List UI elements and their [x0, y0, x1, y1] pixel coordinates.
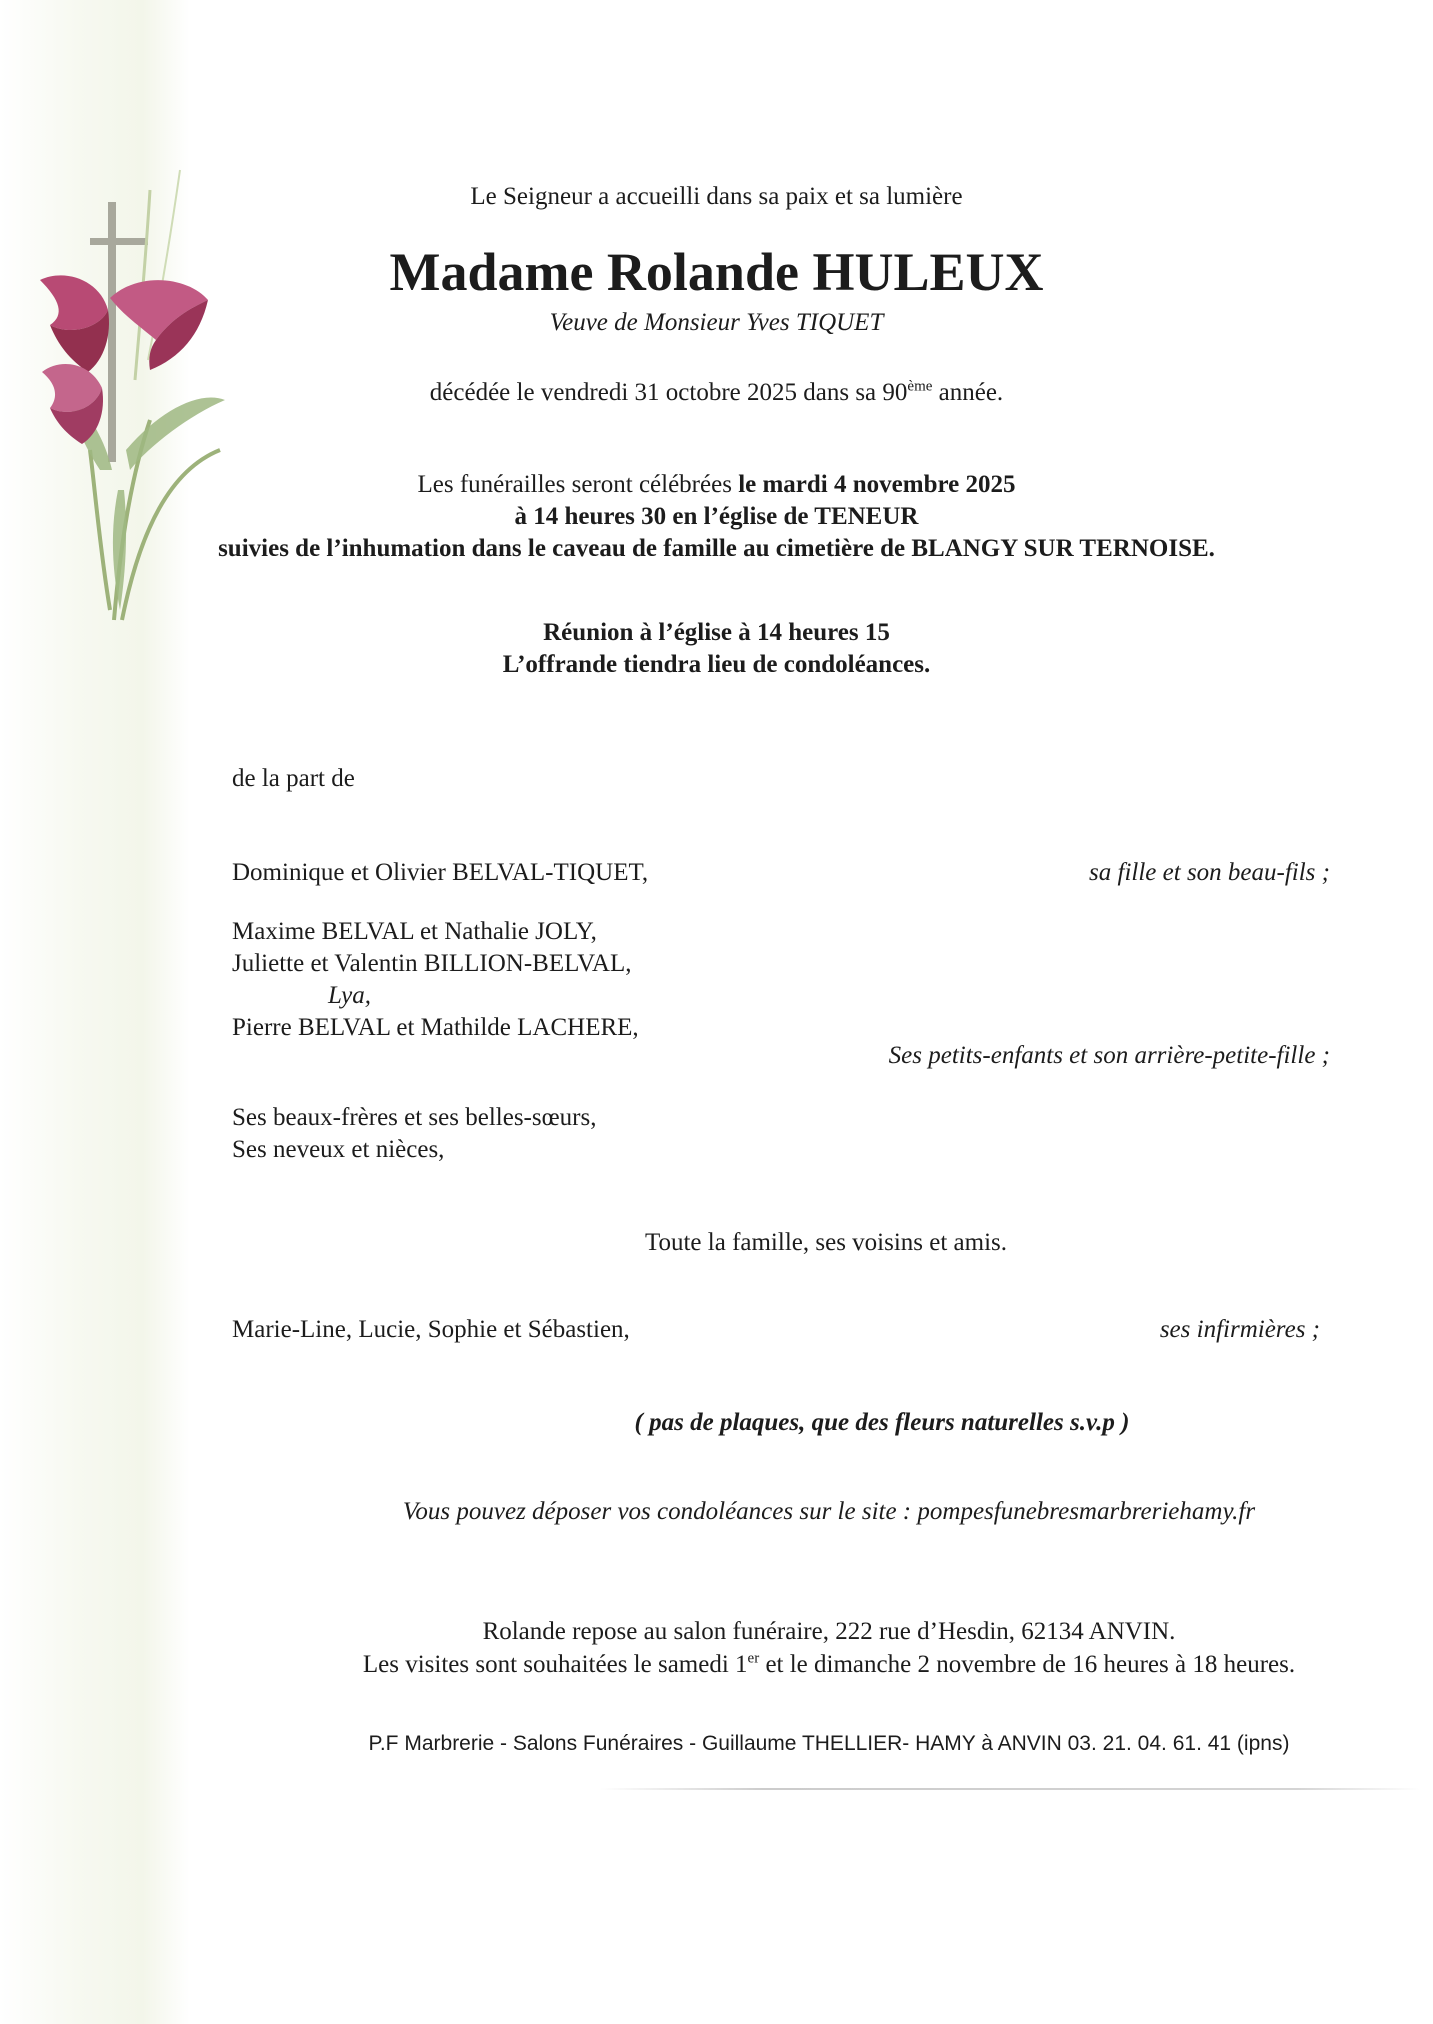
death-line-superscript: ème [907, 378, 933, 395]
visit-line-2-end: et le dimanche 2 novembre de 16 heures à 18 heures. [759, 1651, 1296, 1678]
funeral-intro: Les funérailles seront célébrées [417, 471, 739, 498]
death-line-end: année. [932, 379, 1004, 406]
condolences-note: Vous pouvez déposer vos condoléances sur le site : pompesfunebresmarbreriehamy.fr [402, 1498, 1256, 1525]
footer-divider [600, 1788, 1420, 1790]
visit-line-2 [0, 1650, 1433, 1680]
funeral-line-3: suivies de l’inhumation dans le caveau de famille au cimetière de BLANGY SUR TERNOISE. [218, 535, 1215, 562]
funeral-home-footer: P.F Marbrerie - Salons Funéraires - Guillaume THELLIER- HAMY à ANVIN 03. 21. 04. 61. 41 (ipns) [368, 1732, 1290, 1755]
deceased-name: Madame Rolande HULEUX [389, 242, 1044, 302]
funeral-line-1 [0, 470, 1433, 500]
flowers-note: ( pas de plaques, que des fleurs naturelles s.v.p ) [634, 1409, 1130, 1436]
grandchild-line-3: Pierre BELVAL et Mathilde LACHERE, [232, 1014, 639, 1041]
in-laws-line: Ses beaux-frères et ses belles-sœurs, [232, 1104, 597, 1131]
funeral-date: le mardi 4 novembre 2025 [738, 471, 1016, 498]
visit-line-1: Rolande repose au salon funéraire, 222 rue d’Hesdin, 62134 ANVIN. [482, 1618, 1176, 1645]
widow-of-line: Veuve de Monsieur Yves TIQUET [549, 309, 884, 336]
gathering-line-1: Réunion à l’église à 14 heures 15 [543, 619, 890, 646]
gathering-line-2: L’offrande tiendra lieu de condoléances. [502, 651, 931, 678]
from-label: de la part de [232, 765, 355, 792]
nurses-relation: ses infirmières ; [1159, 1316, 1320, 1343]
death-line [0, 378, 1433, 408]
nurses-line: Marie-Line, Lucie, Sophie et Sébastien, [232, 1316, 630, 1343]
nephews-line: Ses neveux et nièces, [232, 1136, 445, 1163]
all-family-line: Toute la famille, ses voisins et amis. [644, 1229, 1008, 1256]
intro-line: Le Seigneur a accueilli dans sa paix et sa lumière [470, 183, 963, 210]
family-daughter-relation: sa fille et son beau-fils ; [1089, 859, 1330, 886]
family-daughter: Dominique et Olivier BELVAL-TIQUET, [232, 859, 649, 886]
grandchildren-relation: Ses petits-enfants et son arrière-petite-fille ; [888, 1042, 1330, 1069]
great-grandchild-line: Lya, [328, 982, 372, 1009]
visit-line-2-text: Les visites sont souhaitées le samedi 1 [362, 1651, 748, 1678]
grandchild-line-1: Maxime BELVAL et Nathalie JOLY, [232, 918, 597, 945]
death-line-text: décédée le vendredi 31 octobre 2025 dans sa 90 [429, 379, 908, 406]
visit-line-2-superscript: er [747, 1650, 760, 1667]
grandchild-line-2: Juliette et Valentin BILLION-BELVAL, [232, 950, 632, 977]
funeral-line-2: à 14 heures 30 en l’église de TENEUR [514, 503, 919, 530]
